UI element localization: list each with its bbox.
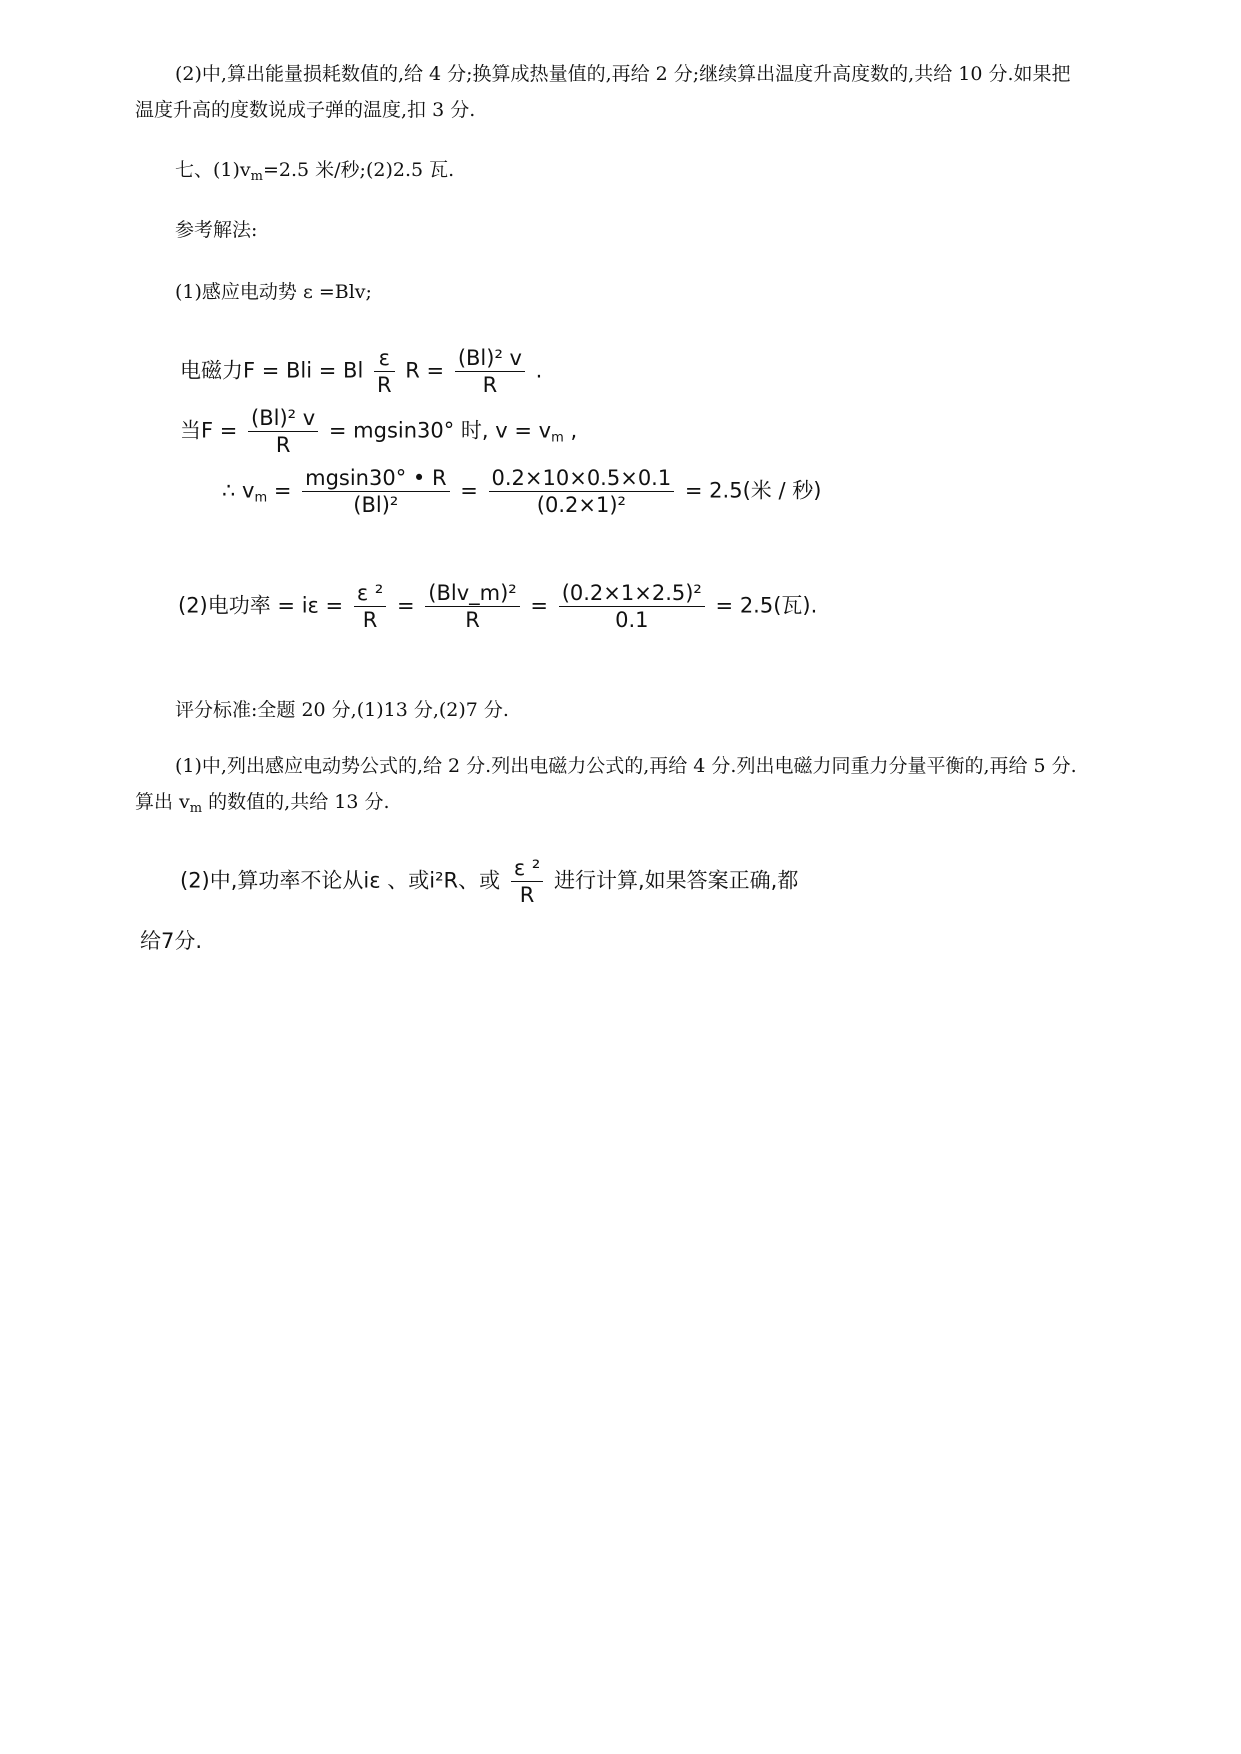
eq4-f3-numerator: (0.2×1×2.5)² xyxy=(559,580,705,607)
eq4-fraction-3 xyxy=(559,580,705,633)
eq3-fraction-numeric xyxy=(489,465,675,518)
eq1-end: . xyxy=(535,358,543,383)
answer-subscript: m xyxy=(250,169,263,184)
p5-post: 进行计算,如果答案正确,都 xyxy=(553,868,799,893)
p5-denominator: R xyxy=(519,883,535,907)
eq3-equals: = xyxy=(267,478,292,503)
eq3-f2-denominator: (0.2×1)² xyxy=(536,493,626,517)
answer-prefix: 七、(1)v xyxy=(175,159,251,181)
paragraph-power-method xyxy=(180,855,798,908)
answer-seven xyxy=(175,152,454,195)
scoring-standard: 评分标准:全题 20 分,(1)13 分,(2)7 分. xyxy=(175,699,509,721)
eq3-f1-denominator: (Bl)² xyxy=(353,493,399,517)
reference-method-label: 参考解法: xyxy=(175,219,258,241)
p4-line2-post: 的数值的,共给 13 分. xyxy=(202,791,390,813)
eq3-lead-subscript: m xyxy=(254,490,268,506)
eq4-f3-denominator: 0.1 xyxy=(615,608,649,632)
eq3-f2-numerator: 0.2×10×0.5×0.1 xyxy=(489,465,675,492)
eq4-fraction-2 xyxy=(425,580,519,633)
eq1-f2-denominator: R xyxy=(482,373,498,397)
eq4-equals: = xyxy=(396,593,415,618)
paragraph-scoring-part2-line2: 温度升高的度数说成子弹的温度,扣 3 分. xyxy=(135,99,476,121)
eq4-f2-numerator: (Blv_m)² xyxy=(425,580,519,607)
paragraph-scoring-part1-line1: (1)中,列出感应电动势公式的,给 2 分.列出电磁力公式的,再给 4 分.列出电磁力同重力分量平衡的,再给 5 分. xyxy=(175,755,1077,777)
p5-fraction xyxy=(511,855,543,908)
p4-line2-subscript: m xyxy=(189,801,203,816)
emf-formula-line: (1)感应电动势 ε =Blv; xyxy=(175,281,372,303)
eq2-denominator: R xyxy=(275,433,291,457)
p5-pre: (2)中,算功率不论从iε 、或i²R、或 xyxy=(180,868,501,893)
eq4-f2-denominator: R xyxy=(465,608,480,632)
eq1-lead: 电磁力F = Bli = Bl xyxy=(180,358,364,383)
eq4-fraction-1 xyxy=(354,580,386,633)
paragraph-power-method-line2: 给7分. xyxy=(140,929,203,953)
eq3-lead: ∴ v xyxy=(222,478,255,503)
equation-force-balance xyxy=(180,405,577,458)
eq3-result: = 2.5(米 / 秒) xyxy=(684,478,822,503)
eq3-equals-2: = xyxy=(460,478,478,503)
paragraph-scoring-part1-line2 xyxy=(135,784,389,827)
eq2-fraction xyxy=(248,405,318,458)
answer-suffix: =2.5 米/秒;(2)2.5 瓦. xyxy=(262,159,455,181)
equation-electric-power xyxy=(178,580,817,633)
p4-line2-pre: 算出 v xyxy=(135,791,190,813)
eq2-numerator: (Bl)² v xyxy=(248,405,318,432)
equation-electromagnetic-force xyxy=(180,345,542,398)
eq4-result: = 2.5(瓦). xyxy=(715,593,818,618)
eq2-tail: = mgsin30° 时, v = v xyxy=(328,418,552,443)
eq2-lead: 当F = xyxy=(180,418,238,443)
p5-numerator: ε ² xyxy=(511,855,543,882)
eq1-fraction-result xyxy=(455,345,525,398)
eq1-fraction-emf-over-r xyxy=(374,345,395,398)
eq3-f1-numerator: mgsin30° • R xyxy=(302,465,449,492)
eq4-f1-numerator: ε ² xyxy=(354,580,386,607)
eq1-f1-numerator: ε xyxy=(374,345,395,372)
eq1-f1-denominator: R xyxy=(376,373,392,397)
paragraph-scoring-part2-line1: (2)中,算出能量损耗数值的,给 4 分;换算成热量值的,再给 2 分;继续算出温度升高度数的,共给 10 分.如果把 xyxy=(175,63,1071,85)
eq2-end: , xyxy=(563,418,578,443)
eq1-f2-numerator: (Bl)² v xyxy=(455,345,525,372)
eq4-equals-2: = xyxy=(530,593,549,618)
eq1-mid: R = xyxy=(405,358,445,383)
eq2-tail-subscript: m xyxy=(551,430,564,446)
eq4-lead: (2)电功率 = iε = xyxy=(178,593,344,618)
eq4-f1-denominator: R xyxy=(362,608,378,632)
equation-terminal-velocity xyxy=(222,465,821,518)
eq3-fraction-symbolic xyxy=(302,465,449,518)
